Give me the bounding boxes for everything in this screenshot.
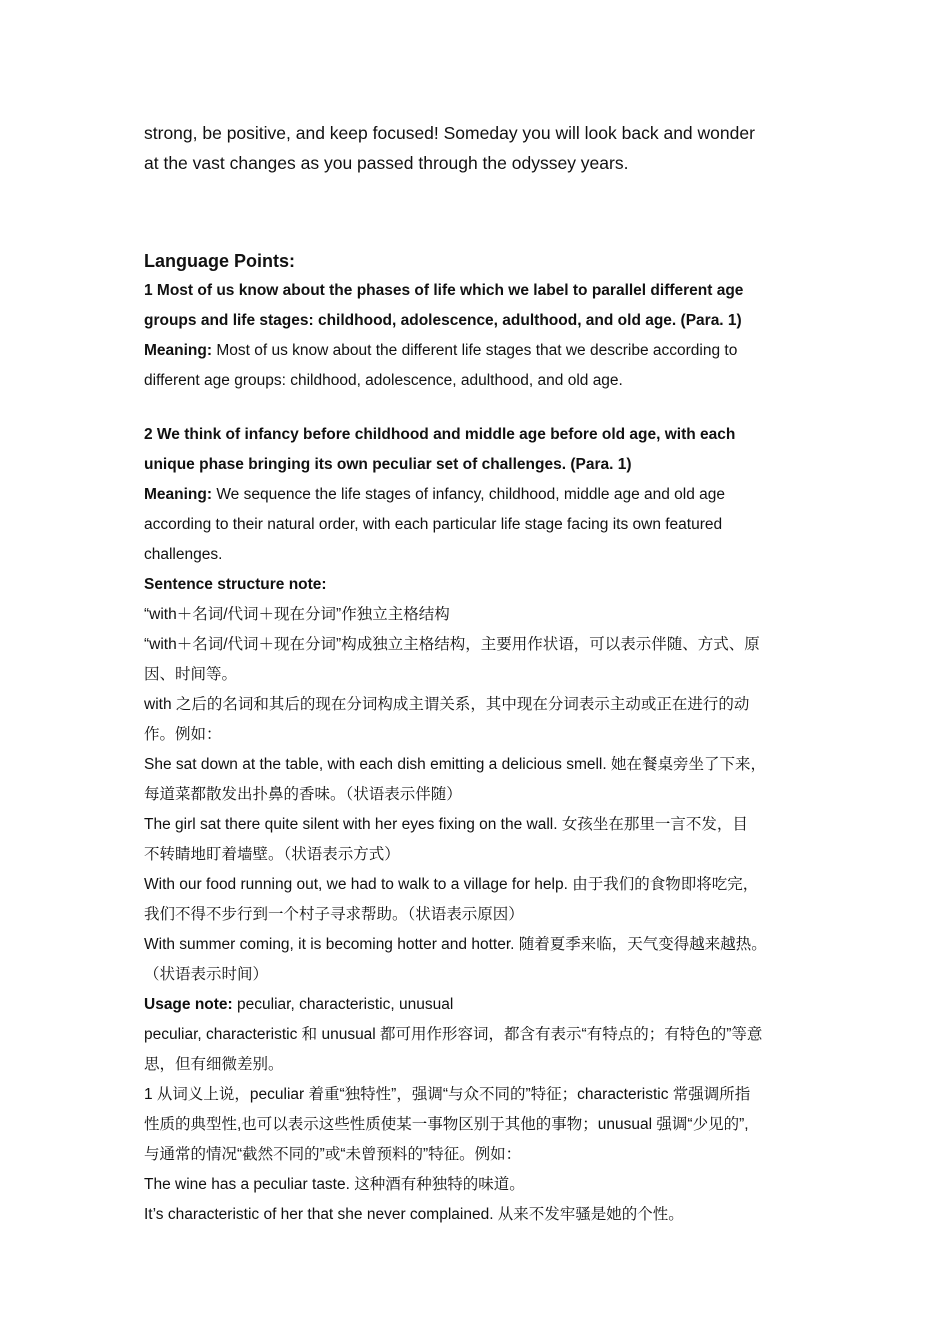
structure-note-label: Sentence structure note: xyxy=(144,576,327,593)
structure-line: with 之后的名词和其后的现在分词构成主谓关系，其中现在分词表示主动或正在进行的动 xyxy=(144,696,750,713)
point2-meaning-cont: challenges. xyxy=(144,546,223,563)
example-line: It’s characteristic of her that she never complained. 从来不发牢骚是她的个性。 xyxy=(144,1206,684,1223)
example-line: 我们不得不步行到一个村子寻求帮助。（状语表示原因） xyxy=(144,906,524,923)
structure-line: “with＋名词/代词＋现在分词”作独立主格结构 xyxy=(144,606,450,623)
example-line: With our food running out, we had to walk to a village for help. 由于我们的食物即将吃完， xyxy=(144,876,759,893)
example-line: （状语表示时间） xyxy=(144,966,269,983)
section-heading: Language Points: xyxy=(144,251,296,271)
example-line: 每道菜都散发出扑鼻的香味。（状语表示伴随） xyxy=(144,786,462,803)
point1-title: 1 Most of us know about the phases of life which we label to parallel different age xyxy=(144,282,744,299)
point1-title: groups and life stages: childhood, adolescence, adulthood, and old age. (Para. 1) xyxy=(144,312,742,329)
meaning-label: Meaning: xyxy=(144,342,213,359)
example-line: The wine has a peculiar taste. 这种酒有种独特的味道。 xyxy=(144,1176,525,1193)
page-content xyxy=(144,118,824,1230)
meaning-label: Meaning: xyxy=(144,486,213,503)
usage-line: 性质的典型性,也可以表示这些性质使某一事物区别于其他的事物；unusual 强调“少见的”, xyxy=(144,1116,749,1133)
intro-line: strong, be positive, and keep focused! Someday you will look back and wonder xyxy=(144,123,755,143)
example-line: She sat down at the table, with each dish emitting a delicious smell. 她在餐桌旁坐了下来， xyxy=(144,756,766,773)
point2-title: 2 We think of infancy before childhood and middle age before old age, with each xyxy=(144,426,736,443)
example-line: The girl sat there quite silent with her eyes fixing on the wall. 女孩坐在那里一言不发，目 xyxy=(144,816,748,833)
usage-note-words: peculiar, characteristic, unusual xyxy=(232,996,454,1013)
point2-meaning xyxy=(144,480,824,510)
usage-line: 与通常的情况“截然不同的”或“未曾预料的”特征。例如： xyxy=(144,1146,522,1163)
structure-line: “with＋名词/代词＋现在分词”构成独立主格结构，主要用作状语，可以表示伴随、方式、原 xyxy=(144,636,760,653)
point1-meaning-cont: different age groups: childhood, adolescence, adulthood, and old age. xyxy=(144,372,623,389)
example-line: 不转睛地盯着墙壁。（状语表示方式） xyxy=(144,846,400,863)
meaning-text: Most of us know about the different life stages that we describe according to xyxy=(212,342,738,359)
example-line: With summer coming, it is becoming hotter and hotter. 随着夏季来临，天气变得越来越热。 xyxy=(144,936,767,953)
point1-meaning xyxy=(144,336,824,366)
meaning-text: We sequence the life stages of infancy, childhood, middle age and old age xyxy=(212,486,726,503)
spacer xyxy=(144,396,824,420)
structure-line: 作。例如： xyxy=(144,726,222,743)
usage-note-label: Usage note: xyxy=(144,996,233,1013)
usage-note xyxy=(144,990,824,1020)
usage-line: 1 从词义上说，peculiar 着重“独特性”，强调“与众不同的”特征；characteristic 常强调所指 xyxy=(144,1086,751,1103)
usage-line: 思，但有细微差别。 xyxy=(144,1056,284,1073)
structure-line: 因、时间等。 xyxy=(144,666,238,683)
usage-line: peculiar, characteristic 和 unusual 都可用作形容词，都含有表示“有特点的；有特色的”等意 xyxy=(144,1026,763,1043)
intro-line: at the vast changes as you passed through the odyssey years. xyxy=(144,153,629,173)
point2-title: unique phase bringing its own peculiar set of challenges. (Para. 1) xyxy=(144,456,632,473)
point2-meaning-cont: according to their natural order, with each particular life stage facing its own featured xyxy=(144,516,723,533)
